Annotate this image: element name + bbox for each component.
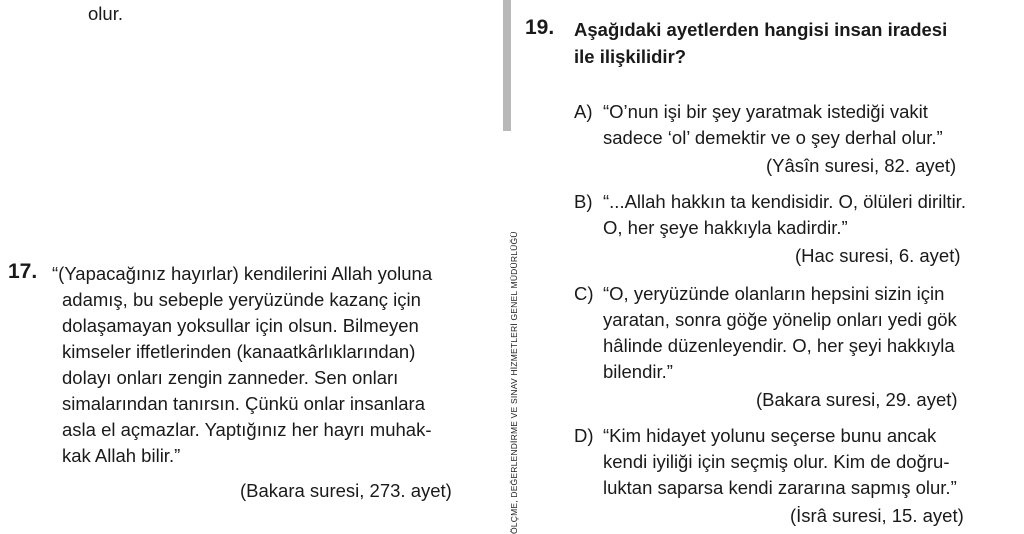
question-stem-line: Aşağıdaki ayetlerden hangisi insan iradesi (574, 19, 948, 40)
option-text-line: “O’nun işi bir şey yaratmak istediği vakit (603, 101, 928, 122)
option-letter: B) (574, 191, 593, 212)
question-text-line: “(Yapacağınız hayırlar) kendilerini Allah yoluna (52, 263, 433, 284)
question-text-line: simalarından tanırsın. Çünkü onlar insanlara (62, 393, 425, 414)
option-text-line: luktan saparsa kendi zararına sapmış olur.” (603, 477, 957, 498)
question-number: 17. (8, 260, 38, 283)
question-text-line: adamış, bu sebeple yeryüzünde kazanç için (62, 289, 421, 310)
verse-source: (Bakara suresi, 273. ayet) (240, 480, 452, 501)
verse-source: (Yâsîn suresi, 82. ayet) (766, 155, 957, 176)
question-text-line: kimseler iffetlerinden (kanaatkârlıklarından) (62, 341, 416, 362)
option-text-line: “...Allah hakkın ta kendisidir. O, ölüleri diriltir. (603, 191, 966, 212)
option-letter: A) (574, 101, 593, 122)
option-text-line: hâlinde düzenleyendir. O, her şeyi hakkıyla (603, 335, 955, 356)
question-text-line: asla el açmazlar. Yaptığınız her hayrı muhak- (62, 419, 432, 440)
question-text-line: dolaşamayan yoksullar için olsun. Bilmeyen (62, 315, 419, 336)
question-stem-line: ile ilişkilidir? (574, 46, 687, 67)
option-text-line: yaratan, sonra göğe yönelip onları yedi gök (603, 309, 957, 330)
question-text-line: kak Allah bilir.” (62, 445, 181, 466)
previous-question-fragment: olur. (88, 3, 123, 24)
verse-source: (İsrâ suresi, 15. ayet) (790, 505, 964, 526)
option-letter: C) (574, 283, 594, 304)
question-number: 19. (525, 16, 555, 39)
option-text-line: O, her şeye hakkıyla kadirdir.” (603, 217, 848, 238)
option-text-line: “O, yeryüzünde olanların hepsini sizin için (603, 283, 945, 304)
option-text-line: bilendir.” (603, 361, 673, 382)
column-divider (503, 0, 511, 131)
option-letter: D) (574, 425, 594, 446)
option-text-line: “Kim hidayet yolunu seçerse bunu ancak (603, 425, 937, 446)
question-text-line: dolayı onları zengin zanneder. Sen onları (62, 367, 399, 388)
verse-source: (Hac suresi, 6. ayet) (795, 245, 961, 266)
option-text-line: sadece ‘ol’ demektir ve o şey derhal olur.” (603, 127, 943, 148)
option-text-line: kendi iyiliği için seçmiş olur. Kim de doğru- (603, 451, 950, 472)
vertical-footer-text: ÖLÇME, DEĞERLENDİRME VE SINAV HİZMETLERİ GENEL MÜDÜRLÜĞÜ (509, 231, 519, 534)
verse-source: (Bakara suresi, 29. ayet) (756, 389, 958, 410)
